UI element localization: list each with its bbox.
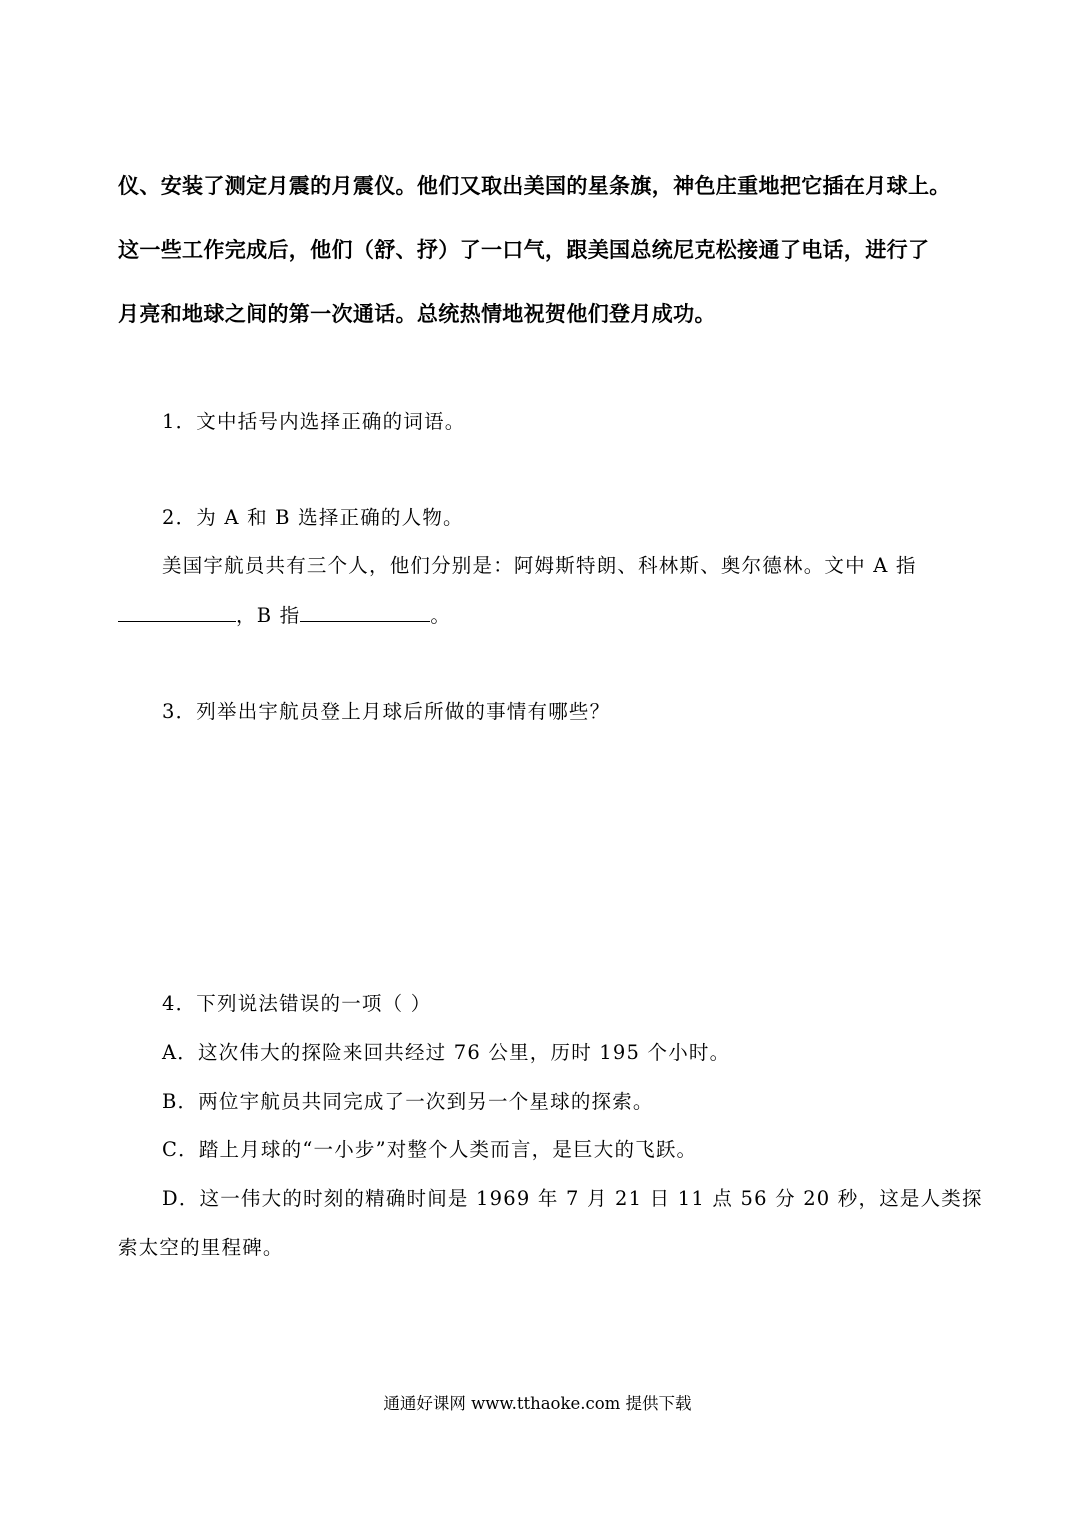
answer-blank-b[interactable] xyxy=(300,603,430,622)
question-2-prompt: 2．为 A 和 B 选择正确的人物。 xyxy=(162,506,464,529)
passage-line-1: 仪、安装了测定月震的月震仪。他们又取出美国的星条旗，神色庄重地把它插在月球上。 xyxy=(118,174,951,198)
answer-b-label: ，B 指 xyxy=(236,604,301,627)
option-b: B．两位宇航员共同完成了一次到另一个星球的探索。 xyxy=(162,1090,654,1113)
question-2-answer-line xyxy=(118,600,451,628)
option-c: C．踏上月球的“一小步”对整个人类而言，是巨大的飞跃。 xyxy=(162,1138,698,1161)
question-2-context: 美国宇航员共有三个人，他们分别是：阿姆斯特朗、科林斯、奥尔德林。文中 A 指 xyxy=(162,554,917,577)
option-d-line-1: D．这一伟大的时刻的精确时间是 1969 年 7 月 21 日 11 点 56 分 20 秒，这是人类探 xyxy=(162,1187,983,1210)
footer-credit: 通通好课网 www.tthaoke.com 提供下载 xyxy=(383,1394,692,1413)
passage-line-3: 月亮和地球之间的第一次通话。总统热情地祝贺他们登月成功。 xyxy=(118,302,716,326)
option-a: A．这次伟大的探险来回共经过 76 公里，历时 195 个小时。 xyxy=(162,1041,731,1064)
answer-end-mark: 。 xyxy=(430,604,452,627)
question-3-prompt: 3．列举出宇航员登上月球后所做的事情有哪些？ xyxy=(162,700,611,723)
question-4-prompt: 4．下列说法错误的一项（ ） xyxy=(162,992,432,1015)
passage-line-2: 这一些工作完成后，他们（舒、抒）了一口气，跟美国总统尼克松接通了电话，进行了 xyxy=(118,238,930,262)
answer-blank-a[interactable] xyxy=(118,603,236,622)
question-1-prompt: 1．文中括号内选择正确的词语。 xyxy=(162,410,466,433)
option-d-line-2: 索太空的里程碑。 xyxy=(118,1236,284,1259)
